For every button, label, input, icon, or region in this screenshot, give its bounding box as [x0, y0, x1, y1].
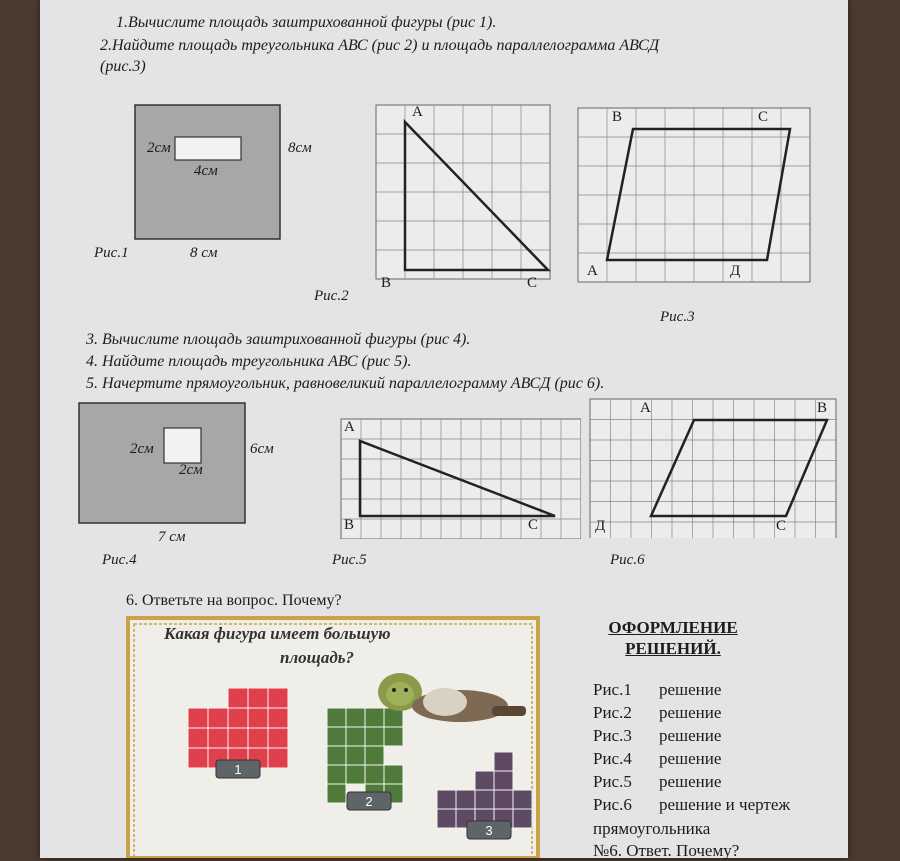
green-shape-cell	[365, 746, 384, 765]
fig5-vertex-c: С	[528, 517, 539, 533]
fig1-caption: Рис.1	[94, 245, 129, 261]
purple-shape-cell	[456, 790, 475, 809]
fig4-side-label: 6см	[250, 441, 274, 457]
red-shape-cell	[188, 748, 208, 768]
red-shape-cell	[228, 728, 248, 748]
solution-fig-label: Рис.5	[593, 772, 632, 791]
fig5-vertex-b: В	[344, 517, 355, 533]
red-shape-cell	[248, 708, 268, 728]
question-line-1: Какая фигура имеет большую	[164, 624, 391, 643]
solution-row	[593, 726, 721, 746]
purple-shape-cell	[494, 752, 513, 771]
green-shape-cell	[327, 784, 346, 803]
fig1-inner-width-label: 4см	[194, 163, 218, 179]
purple-shape-cell	[437, 790, 456, 809]
solution-row	[593, 680, 721, 700]
fig2-vertex-a: А	[412, 104, 423, 120]
green-shape-cell	[327, 727, 346, 746]
green-shape-cell	[327, 708, 346, 727]
fig6-vertex-b: В	[817, 400, 828, 416]
solution-text: решение	[659, 726, 722, 745]
task-1: 1.Вычислите площадь заштрихованной фигуры (рис 1).	[116, 14, 497, 31]
purple-shape-cell	[513, 790, 532, 809]
lying-character-picture	[370, 668, 530, 728]
task-2: 2.Найдите площадь треугольника АВС (рис 2) и площадь параллелограмма АВСД	[100, 37, 659, 54]
fig3-caption: Рис.3	[660, 309, 695, 325]
question-line-2: площадь?	[280, 648, 355, 667]
solution-row	[593, 795, 790, 815]
fig6-vertex-c: С	[776, 518, 787, 534]
solutions-heading-line-1: ОФОРМЛЕНИЕ	[608, 618, 738, 637]
fig5-vertex-a: А	[344, 419, 355, 435]
green-shape-cell	[346, 746, 365, 765]
fig1-inner-height-label: 2см	[147, 140, 171, 156]
solution-row	[593, 703, 721, 723]
task-6: 6. Ответьте на вопрос. Почему?	[126, 592, 342, 609]
fig1-side-label: 8см	[288, 140, 312, 156]
green-shape-cell	[346, 727, 365, 746]
fig4-bottom-label: 7 см	[158, 529, 186, 545]
red-shape-cell	[248, 728, 268, 748]
fig2-vertex-b: В	[381, 275, 392, 291]
green-shape-cell	[365, 765, 384, 784]
fig2-caption: Рис.2	[314, 288, 349, 304]
fig6-vertex-a: А	[640, 400, 651, 416]
figure-2-grid	[375, 104, 551, 293]
fig3-vertex-b: В	[612, 109, 623, 125]
figure-5-grid	[340, 418, 581, 539]
task-4: 4. Найдите площадь треугольника АВС (рис 5).	[86, 353, 412, 370]
fig5-caption: Рис.5	[332, 552, 367, 568]
figure-4-shaded-rectangle	[78, 402, 246, 524]
solution-fig-label: Рис.4	[593, 749, 632, 768]
fig4-inner-width-label: 2см	[179, 462, 203, 478]
purple-shape-cell	[494, 790, 513, 809]
red-shape-cell	[208, 728, 228, 748]
solution-fig-label: Рис.3	[593, 726, 632, 745]
solution-text: решение и чертеж	[659, 795, 791, 814]
solution-tail-1: прямоугольника	[593, 819, 711, 838]
green-shape-cell	[327, 765, 346, 784]
solution-row	[593, 772, 721, 792]
green-shape-cell	[346, 765, 365, 784]
red-shape-cell	[228, 688, 248, 708]
worksheet-page	[40, 0, 848, 858]
fig2-vertex-c: С	[527, 275, 538, 291]
green-shape-cell	[327, 746, 346, 765]
shape-number-label: 3	[485, 823, 493, 838]
solution-text: решение	[659, 703, 722, 722]
red-shape-cell	[208, 708, 228, 728]
solution-tail-2: №6. Ответ. Почему?	[593, 841, 740, 860]
solutions-heading-line-2: РЕШЕНИЙ.	[625, 639, 721, 658]
red-shape-cell	[188, 728, 208, 748]
fig6-caption: Рис.6	[610, 552, 645, 568]
purple-shape-cell	[513, 809, 532, 828]
fig4-caption: Рис.4	[102, 552, 137, 568]
figure-3-grid	[577, 107, 812, 283]
fig3-vertex-a: А	[587, 263, 598, 279]
red-shape-cell	[268, 748, 288, 768]
task-5: 5. Начертите прямоугольник, равновеликий параллелограмму АВСД (рис 6).	[86, 375, 605, 392]
task-3: 3. Вычислите площадь заштрихованной фигуры (рис 4).	[86, 331, 471, 348]
solution-text: решение	[659, 772, 722, 791]
red-shape-cell	[228, 708, 248, 728]
solution-text: решение	[659, 680, 722, 699]
fig6-vertex-d: Д	[595, 518, 606, 534]
red-shape-cell	[248, 688, 268, 708]
purple-shape-cell	[437, 809, 456, 828]
green-shape-cell	[384, 765, 403, 784]
solution-text: решение	[659, 749, 722, 768]
fig3-vertex-d: Д	[730, 263, 741, 279]
fig4-inner-height-label: 2см	[130, 441, 154, 457]
fig1-bottom-label: 8 см	[190, 245, 218, 261]
solution-fig-label: Рис.1	[593, 680, 632, 699]
task-2-continued: (рис.3)	[100, 58, 146, 75]
purple-shape-cell	[475, 790, 494, 809]
red-shape-cell	[188, 708, 208, 728]
green-shape-cell	[365, 727, 384, 746]
solution-row	[593, 749, 721, 769]
figure-6-grid	[589, 398, 837, 538]
red-shape-cell	[268, 728, 288, 748]
green-shape-cell	[384, 727, 403, 746]
solution-fig-label: Рис.2	[593, 703, 632, 722]
red-shape-cell	[268, 708, 288, 728]
solution-fig-label: Рис.6	[593, 795, 632, 814]
green-shape-cell	[346, 708, 365, 727]
fig3-vertex-c: С	[758, 109, 769, 125]
shape-number-label: 1	[234, 762, 242, 777]
shape-number-label: 2	[365, 794, 373, 809]
red-shape-cell	[268, 688, 288, 708]
purple-shape-cell	[475, 771, 494, 790]
purple-shape-cell	[494, 771, 513, 790]
